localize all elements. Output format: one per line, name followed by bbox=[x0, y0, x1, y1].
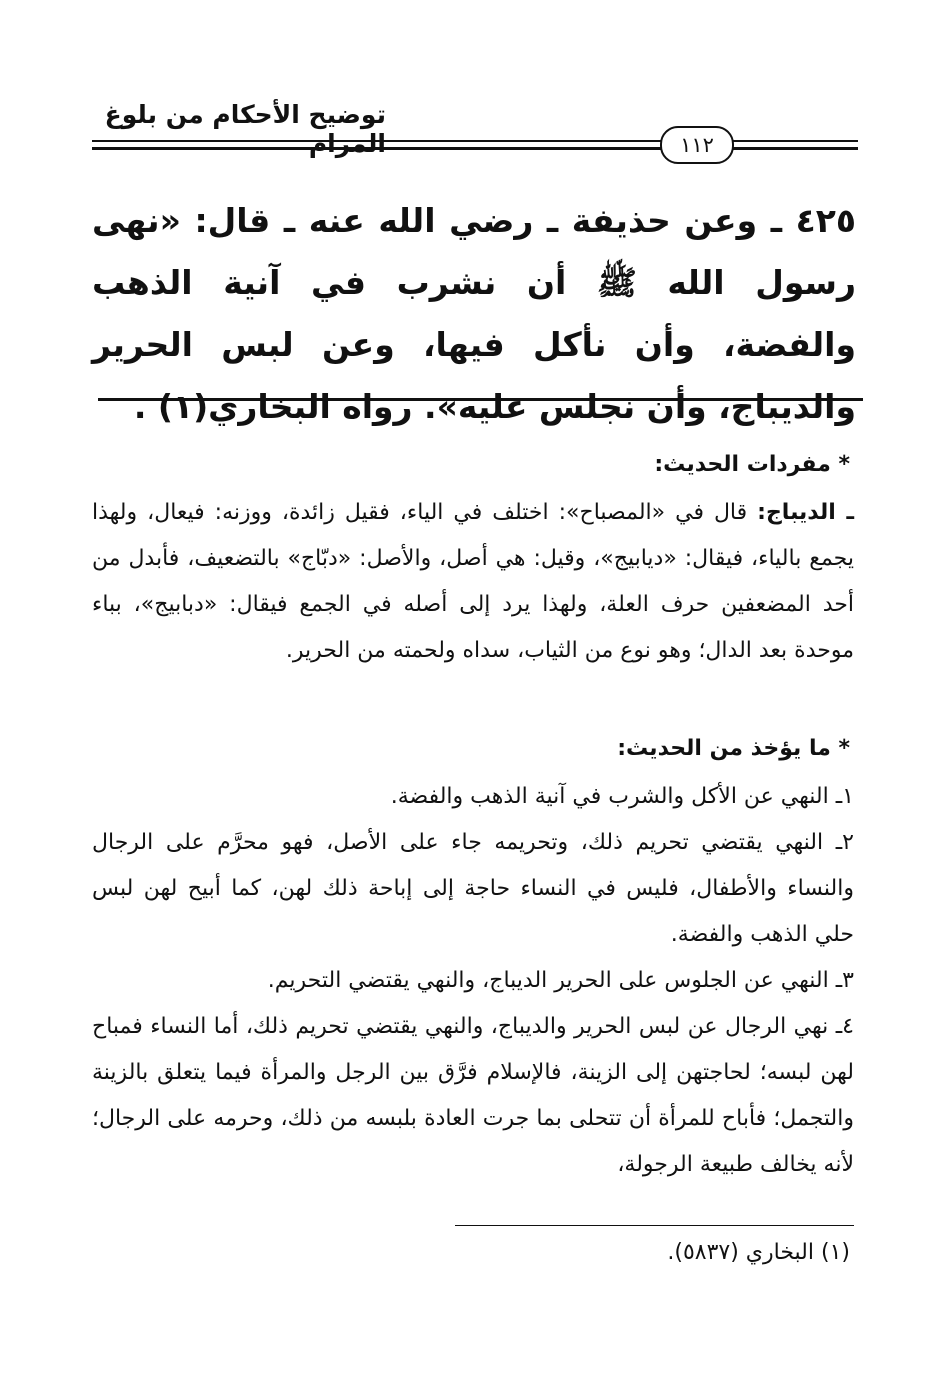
header-rule-thick bbox=[92, 147, 858, 150]
vocabulary-term: ـ الديباج: bbox=[757, 500, 854, 525]
vocabulary-heading: * مفردات الحديث: bbox=[654, 452, 850, 477]
lesson-item: ٣ـ النهي عن الجلوس على الحرير الديباج، والنهي يقتضي التحريم. bbox=[267, 968, 854, 993]
lesson-item: ١ـ النهي عن الأكل والشرب في آنية الذهب والفضة. bbox=[390, 784, 854, 809]
header-rule-thin bbox=[92, 140, 858, 142]
footnote-rule bbox=[455, 1225, 854, 1226]
section-divider bbox=[98, 398, 863, 401]
footnote: (١) البخاري (٥٨٣٧). bbox=[667, 1240, 850, 1265]
running-title: توضيح الأحكام من بلوغ المرام bbox=[104, 100, 386, 158]
hadith-number: ٤٢٥ bbox=[795, 201, 856, 240]
page-number: ١١٢ bbox=[660, 126, 734, 164]
lesson-item: ٢ـ النهي يقتضي تحريم ذلك، وتحريمه جاء على الأصل، فهو محرَّم على الرجال والنساء والأطفال، فليس في النساء حاجة إلى إباحة ذلك لهن، كما أبيح لهن لبس حلي الذهب والفضة. bbox=[92, 830, 854, 947]
lessons-heading: * ما يؤخذ من الحديث: bbox=[617, 736, 850, 761]
vocabulary-definition: قال في «المصباح»: اختلف في الياء، فقيل زائدة، ووزنه: فيعال، ولهذا يجمع بالياء، فيقال: «ديابيج»، وقيل: هي أصل، والأصل: «دبّاج» بالتضعيف، فأبدل من أحد المضعفين حرف العلة، ولهذا يرد إلى أصله في الجمع فيقال: «دبابيج»، بباء موحدة بعد الدال؛ وهو نوع من الثياب، سداه ولحمته من الحرير. bbox=[92, 500, 854, 663]
vocabulary-entry bbox=[92, 490, 854, 674]
hadith-text: ـ وعن حذيفة ـ رضي الله عنه ـ قال: «نهى رسول الله ﷺ أن نشرب في آنية الذهب والفضة، وأن نأكل فيها، وعن لبس الحرير والديباج، وأن نجلس عليه». رواه البخاري(١) . bbox=[92, 201, 856, 426]
lesson-item: ٤ـ نهي الرجال عن لبس الحرير والديباج، والنهي يقتضي تحريم ذلك، أما النساء فمباح لهن لبسه؛ لحاجتهن إلى الزينة، فالإسلام فرَّق بين الرجل والمرأة فيما يتعلق بالزينة والتجمل؛ فأباح للمرأة أن تتحلى بما جرت العادة بلبسه من ذلك، وحرمه على الرجال؛ لأنه يخالف طبيعة الرجولة، bbox=[92, 1014, 854, 1177]
